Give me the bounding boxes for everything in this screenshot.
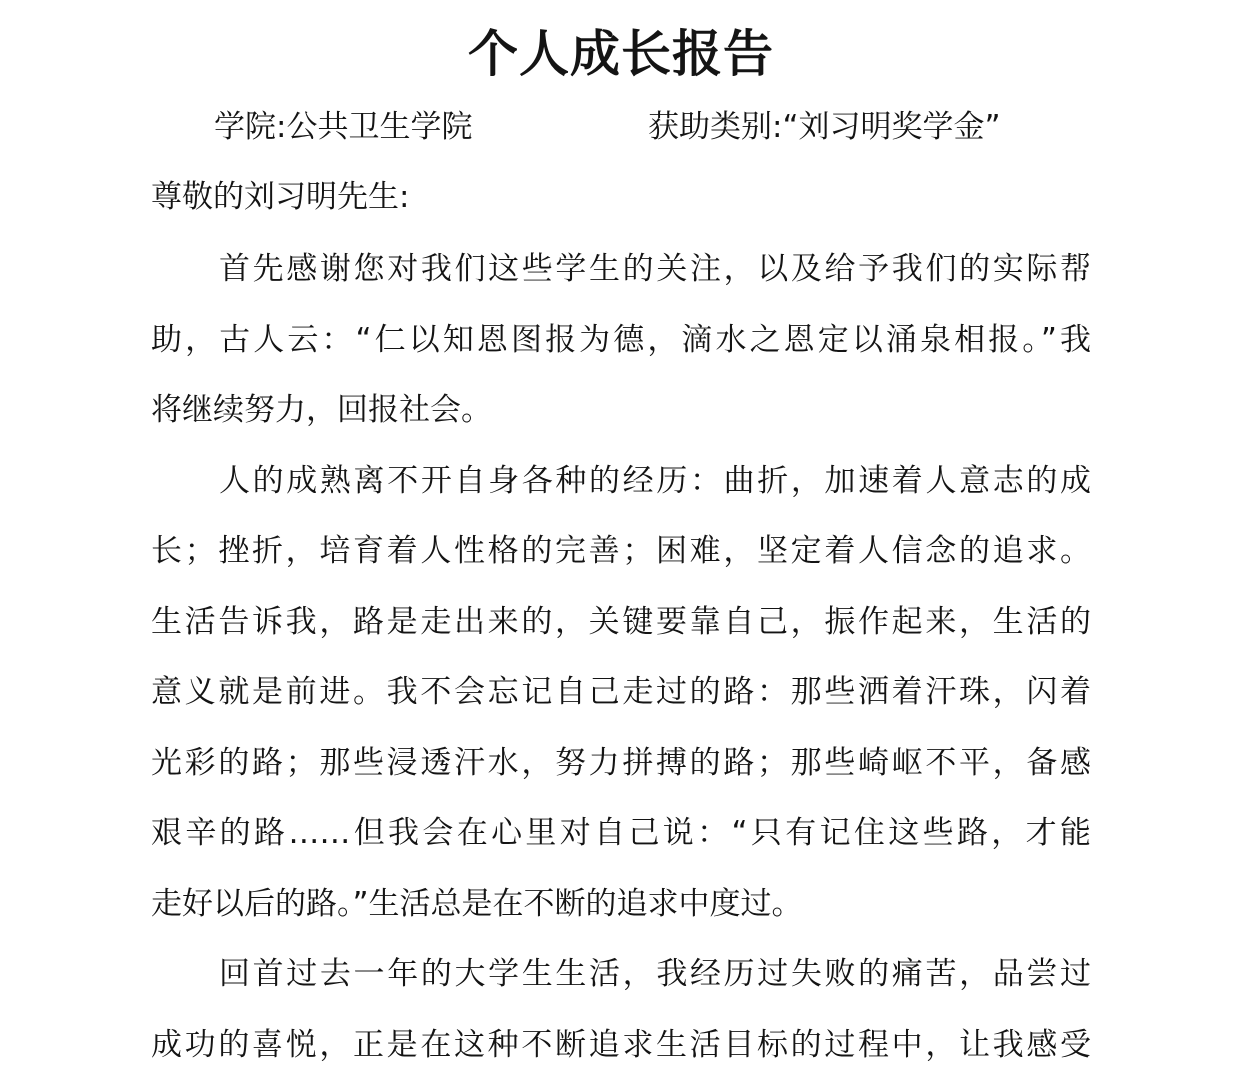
letter-body [151, 244, 1091, 1072]
aid-category-label: 获助类别:“刘习明奖学金” [648, 109, 1001, 145]
text-line: 回首过去一年的大学生生活，我经历过失败的痛苦，品尝过 [219, 956, 1091, 992]
salutation: 尊敬的刘习明先生: [151, 179, 410, 215]
text-line: 走好以后的路。”生活总是在不断的追求中度过。 [151, 885, 803, 922]
text-line: 助，古人云：“仁以知恩图报为德，滴水之恩定以涌泉相报。”我 [151, 321, 1091, 358]
text-line: 长；挫折，培育着人性格的完善；困难，坚定着人信念的追求。 [151, 533, 1091, 569]
paragraph-3 [151, 949, 1091, 1072]
text-line: 成功的喜悦，正是在这种不断追求生活目标的过程中，让我感受 [151, 1026, 1091, 1063]
paragraph-1 [151, 244, 1091, 456]
paragraph-2 [151, 456, 1091, 950]
text-line: 意义就是前进。我不会忘记自己走过的路：那些洒着汗珠，闪着 [151, 674, 1091, 710]
text-line: 人的成熟离不开自身各种的经历：曲折，加速着人意志的成 [219, 462, 1091, 499]
text-line: 首先感谢您对我们这些学生的关注，以及给予我们的实际帮 [219, 251, 1091, 287]
page-title: 个人成长报告 [468, 25, 774, 83]
text-line: 艰辛的路……但我会在心里对自己说：“只有记住这些路，才能 [151, 815, 1091, 851]
text-line: 生活告诉我，路是走出来的，关键要靠自己，振作起来，生活的 [151, 603, 1091, 640]
text-line: 将继续努力，回报社会。 [151, 392, 492, 428]
text-line: 光彩的路；那些浸透汗水，努力拼搏的路；那些崎岖不平，备感 [151, 744, 1091, 781]
college-label: 学院:公共卫生学院 [214, 109, 473, 145]
